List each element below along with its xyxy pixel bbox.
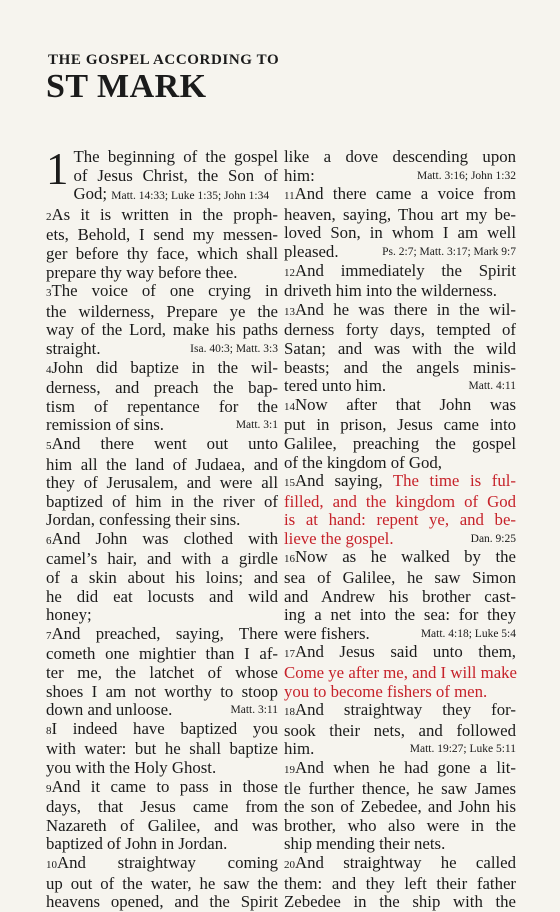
verse-text: ter me, the latchet of whose bbox=[46, 663, 278, 683]
cross-reference: Matt. 4:18; Luke 5:4 bbox=[420, 627, 516, 640]
verse-text: The voice of one crying in bbox=[51, 281, 278, 301]
cross-reference: Matt. 3:1 bbox=[235, 419, 278, 432]
text-line bbox=[284, 359, 516, 378]
text-line bbox=[46, 683, 278, 702]
text-line bbox=[284, 664, 516, 683]
text-line bbox=[46, 167, 278, 186]
text-line bbox=[46, 340, 278, 359]
verse-number: 11 bbox=[284, 190, 295, 203]
text-line bbox=[284, 701, 516, 722]
text-line bbox=[284, 167, 516, 186]
verse-text: beasts; and the angels minis- bbox=[284, 357, 516, 377]
text-line bbox=[284, 262, 516, 283]
verse-number: 18 bbox=[284, 706, 295, 719]
verse-text: days, that Jesus came from bbox=[46, 797, 278, 817]
text-line bbox=[46, 569, 278, 588]
verse-text: Jordan, confessing their sins. bbox=[46, 510, 241, 530]
verse-text: derness, and preach the bap- bbox=[46, 378, 278, 398]
words-of-jesus: Come ye after me, and I will make bbox=[284, 663, 517, 683]
text-line bbox=[284, 722, 516, 741]
verse-text: The beginning of the gospel bbox=[73, 147, 278, 166]
text-line bbox=[46, 798, 278, 817]
text-line bbox=[284, 396, 516, 417]
verse-number: 3 bbox=[46, 287, 52, 300]
verse-text: sook their nets, and followed bbox=[284, 720, 516, 740]
verse-text: up out of the water, he saw the bbox=[46, 873, 278, 893]
text-line bbox=[46, 720, 278, 741]
text-line bbox=[284, 340, 516, 359]
text-line bbox=[284, 435, 516, 454]
text-line bbox=[284, 511, 516, 530]
text-line bbox=[284, 625, 516, 644]
text-line bbox=[284, 854, 516, 875]
verse-text: And John was clothed with bbox=[51, 528, 278, 548]
verse-text: driveth him into the wilderness. bbox=[284, 281, 497, 301]
text-line bbox=[284, 798, 516, 817]
verse-text: And saying, bbox=[295, 471, 393, 491]
verse-text: tered unto him. bbox=[284, 376, 387, 396]
words-of-jesus: filled, and the kingdom of God bbox=[284, 491, 516, 511]
text-line bbox=[284, 643, 516, 664]
verse-text: pleased. bbox=[284, 241, 339, 261]
words-of-jesus: The time is ful- bbox=[392, 471, 516, 491]
text-line bbox=[284, 875, 516, 894]
verse-text: ship mending their nets. bbox=[284, 834, 446, 854]
verse-text: were fishers. bbox=[284, 623, 370, 643]
text-line bbox=[284, 282, 516, 301]
verse-text: honey; bbox=[46, 605, 92, 625]
text-line bbox=[46, 606, 278, 625]
text-line bbox=[46, 435, 278, 456]
text-line bbox=[46, 740, 278, 759]
verse-number: 4 bbox=[46, 363, 52, 376]
text-line bbox=[46, 303, 278, 322]
verse-text: And straightway coming bbox=[57, 852, 278, 872]
verse-text: And there went out unto bbox=[51, 433, 278, 453]
verse-text: And it came to pass in those bbox=[51, 776, 278, 796]
text-line bbox=[284, 740, 516, 759]
text-line bbox=[46, 645, 278, 664]
verse-text: As it is written in the proph- bbox=[51, 204, 278, 224]
verse-text: I indeed have baptized you bbox=[51, 718, 278, 738]
verse-text: And there came a voice from bbox=[294, 184, 516, 204]
text-line bbox=[46, 778, 278, 799]
verse-text: tle further thence, he saw James bbox=[284, 778, 516, 798]
verse-number: 12 bbox=[284, 266, 295, 279]
verse-text: heaven, saying, Thou art my be- bbox=[284, 204, 516, 224]
text-line bbox=[46, 416, 278, 435]
text-line bbox=[284, 206, 516, 225]
verse-text: John did baptize in the wil- bbox=[51, 357, 278, 377]
text-line bbox=[46, 893, 278, 912]
text-line bbox=[284, 472, 516, 493]
verse-text: ing a net into the sea: for they bbox=[284, 605, 516, 625]
verse-text: Now after that John was bbox=[295, 394, 516, 414]
verse-text: him all the land of Judaea, and bbox=[46, 454, 278, 474]
text-line bbox=[46, 550, 278, 569]
text-line bbox=[46, 530, 278, 551]
text-line bbox=[46, 511, 278, 530]
text-line bbox=[46, 835, 278, 854]
verse-text: him. bbox=[284, 739, 315, 759]
verse-text: Now as he walked by the bbox=[295, 547, 516, 567]
verse-number: 10 bbox=[46, 858, 57, 871]
verse-text: And he was there in the wil- bbox=[295, 299, 516, 319]
text-line bbox=[46, 264, 278, 283]
text-column-left bbox=[46, 144, 278, 912]
verse-text: of a skin about his loins; and bbox=[46, 568, 278, 588]
text-line bbox=[284, 683, 516, 702]
verse-number: 16 bbox=[284, 553, 295, 566]
text-line bbox=[46, 664, 278, 683]
text-line bbox=[284, 224, 516, 243]
text-line bbox=[46, 759, 278, 778]
verse-text: way of the Lord, make his paths bbox=[46, 320, 278, 340]
text-line bbox=[284, 301, 516, 322]
text-line bbox=[284, 548, 516, 569]
verse-text: ets, Behold, I send my messen- bbox=[46, 225, 278, 245]
text-line bbox=[284, 569, 516, 588]
text-line bbox=[284, 454, 516, 473]
verse-number: 13 bbox=[284, 305, 295, 318]
text-line bbox=[284, 780, 516, 799]
text-line bbox=[284, 893, 516, 912]
verse-text: tism of repentance for the bbox=[46, 396, 278, 416]
text-line bbox=[284, 321, 516, 340]
verse-text: Galilee, preaching the gospel bbox=[284, 433, 516, 453]
verse-text: prepare thy way before thee. bbox=[46, 262, 238, 282]
text-line bbox=[46, 625, 278, 646]
text-line bbox=[284, 416, 516, 435]
text-line bbox=[46, 359, 278, 380]
cross-reference: Matt. 14:33; Luke 1:35; John 1:34 bbox=[111, 190, 270, 203]
verse-text: put in prison, Jesus came into bbox=[284, 415, 516, 435]
text-line bbox=[46, 456, 278, 475]
cross-reference: Dan. 9:25 bbox=[470, 532, 516, 545]
verse-text: And when he had gone a lit- bbox=[295, 758, 516, 777]
text-line bbox=[284, 759, 516, 780]
verse-number: 5 bbox=[46, 439, 52, 452]
words-of-jesus: is at hand: repent ye, and be- bbox=[284, 510, 516, 530]
text-line bbox=[46, 875, 278, 894]
verse-text: loved Son, in whom I am well bbox=[284, 223, 516, 243]
verse-text: with water: but he shall baptize bbox=[46, 739, 278, 759]
verse-text: they of Jerusalem, and were all bbox=[46, 473, 278, 493]
verse-text: remission of sins. bbox=[46, 415, 164, 435]
text-line bbox=[284, 185, 516, 206]
text-line bbox=[284, 243, 516, 262]
verse-text: you with the Holy Ghost. bbox=[46, 758, 217, 777]
words-of-jesus: you to become fishers of men. bbox=[284, 681, 488, 701]
book-title: ST MARK bbox=[46, 68, 207, 105]
chapter-number: 1 bbox=[46, 144, 69, 194]
cross-reference: Matt. 19:27; Luke 5:11 bbox=[409, 743, 516, 756]
verse-text: heavens opened, and the Spirit bbox=[46, 892, 278, 912]
text-line bbox=[46, 185, 278, 206]
verse-text: ger before thy face, which shall bbox=[46, 243, 278, 263]
text-line bbox=[46, 148, 278, 167]
text-line bbox=[284, 148, 516, 167]
verse-text: the wilderness, Prepare ye the bbox=[46, 301, 278, 321]
verse-text: the son of Zebedee, and John his bbox=[284, 797, 516, 817]
book-subtitle: THE GOSPEL ACCORDING TO bbox=[48, 52, 280, 68]
text-line bbox=[46, 701, 278, 720]
cross-reference: Matt. 3:16; John 1:32 bbox=[416, 169, 516, 182]
text-line bbox=[46, 321, 278, 340]
verse-text: derness forty days, tempted of bbox=[284, 320, 516, 340]
verse-number: 7 bbox=[46, 629, 52, 642]
verse-text: And straightway he called bbox=[295, 852, 516, 872]
verse-number: 6 bbox=[46, 534, 52, 547]
verse-number: 9 bbox=[46, 782, 52, 795]
verse-text: them: and they left their father bbox=[284, 873, 516, 893]
verse-number: 2 bbox=[46, 210, 52, 223]
verse-text: baptized of him in the river of bbox=[46, 491, 278, 511]
verse-text: straight. bbox=[46, 338, 101, 358]
text-line bbox=[284, 835, 516, 854]
verse-text: like a dove descending upon bbox=[284, 147, 516, 166]
words-of-jesus: lieve the gospel. bbox=[284, 528, 394, 548]
text-line bbox=[284, 493, 516, 512]
verse-text: down and unloose. bbox=[46, 700, 173, 720]
text-column-right bbox=[284, 148, 516, 912]
text-line bbox=[46, 206, 278, 227]
text-line bbox=[46, 282, 278, 303]
verse-text: shoes I am not worthy to stoop bbox=[46, 681, 278, 701]
verse-text: And straightway they for- bbox=[295, 700, 516, 720]
verse-text: baptized of John in Jordan. bbox=[46, 834, 228, 854]
text-line bbox=[284, 588, 516, 607]
text-line bbox=[46, 474, 278, 493]
verse-text: Zebedee in the ship with the bbox=[284, 892, 516, 912]
verse-text: he did eat locusts and wild bbox=[46, 586, 278, 606]
verse-text: of the kingdom of God, bbox=[284, 452, 443, 472]
text-line bbox=[46, 493, 278, 512]
text-line bbox=[284, 530, 516, 549]
verse-text: brother, who also were in the bbox=[284, 815, 516, 835]
verse-number: 20 bbox=[284, 858, 295, 871]
verse-text: cometh one mightier than I af- bbox=[46, 644, 278, 664]
verse-text: And immediately the Spirit bbox=[295, 260, 516, 280]
cross-reference: Isa. 40:3; Matt. 3:3 bbox=[190, 342, 278, 355]
text-line bbox=[46, 854, 278, 875]
verse-text: And preached, saying, There bbox=[51, 623, 278, 643]
verse-text: Satan; and was with the wild bbox=[284, 338, 516, 358]
verse-text: camel’s hair, and with a girdle bbox=[46, 549, 278, 569]
verse-number: 19 bbox=[284, 764, 295, 776]
verse-text: Nazareth of Galilee, and was bbox=[46, 815, 278, 835]
verse-number: 17 bbox=[284, 648, 295, 661]
text-line bbox=[284, 377, 516, 396]
verse-number: 15 bbox=[284, 477, 295, 490]
cross-reference: Ps. 2:7; Matt. 3:17; Mark 9:7 bbox=[382, 245, 516, 258]
verse-text: and Andrew his brother cast- bbox=[284, 586, 516, 606]
verse-text: And Jesus said unto them, bbox=[295, 642, 516, 662]
verse-text: him: bbox=[284, 165, 315, 185]
verse-text: God; bbox=[73, 184, 108, 204]
verse-text: sea of Galilee, he saw Simon bbox=[284, 568, 516, 588]
cross-reference: Matt. 4:11 bbox=[468, 380, 516, 393]
verse-number: 14 bbox=[284, 400, 295, 413]
text-line bbox=[46, 398, 278, 417]
text-line bbox=[46, 588, 278, 607]
text-line bbox=[284, 606, 516, 625]
verse-text: of Jesus Christ, the Son of bbox=[73, 165, 278, 185]
verse-number: 8 bbox=[46, 724, 52, 737]
text-line bbox=[46, 226, 278, 245]
cross-reference: Matt. 3:11 bbox=[230, 704, 278, 717]
text-line bbox=[46, 245, 278, 264]
text-line bbox=[46, 379, 278, 398]
